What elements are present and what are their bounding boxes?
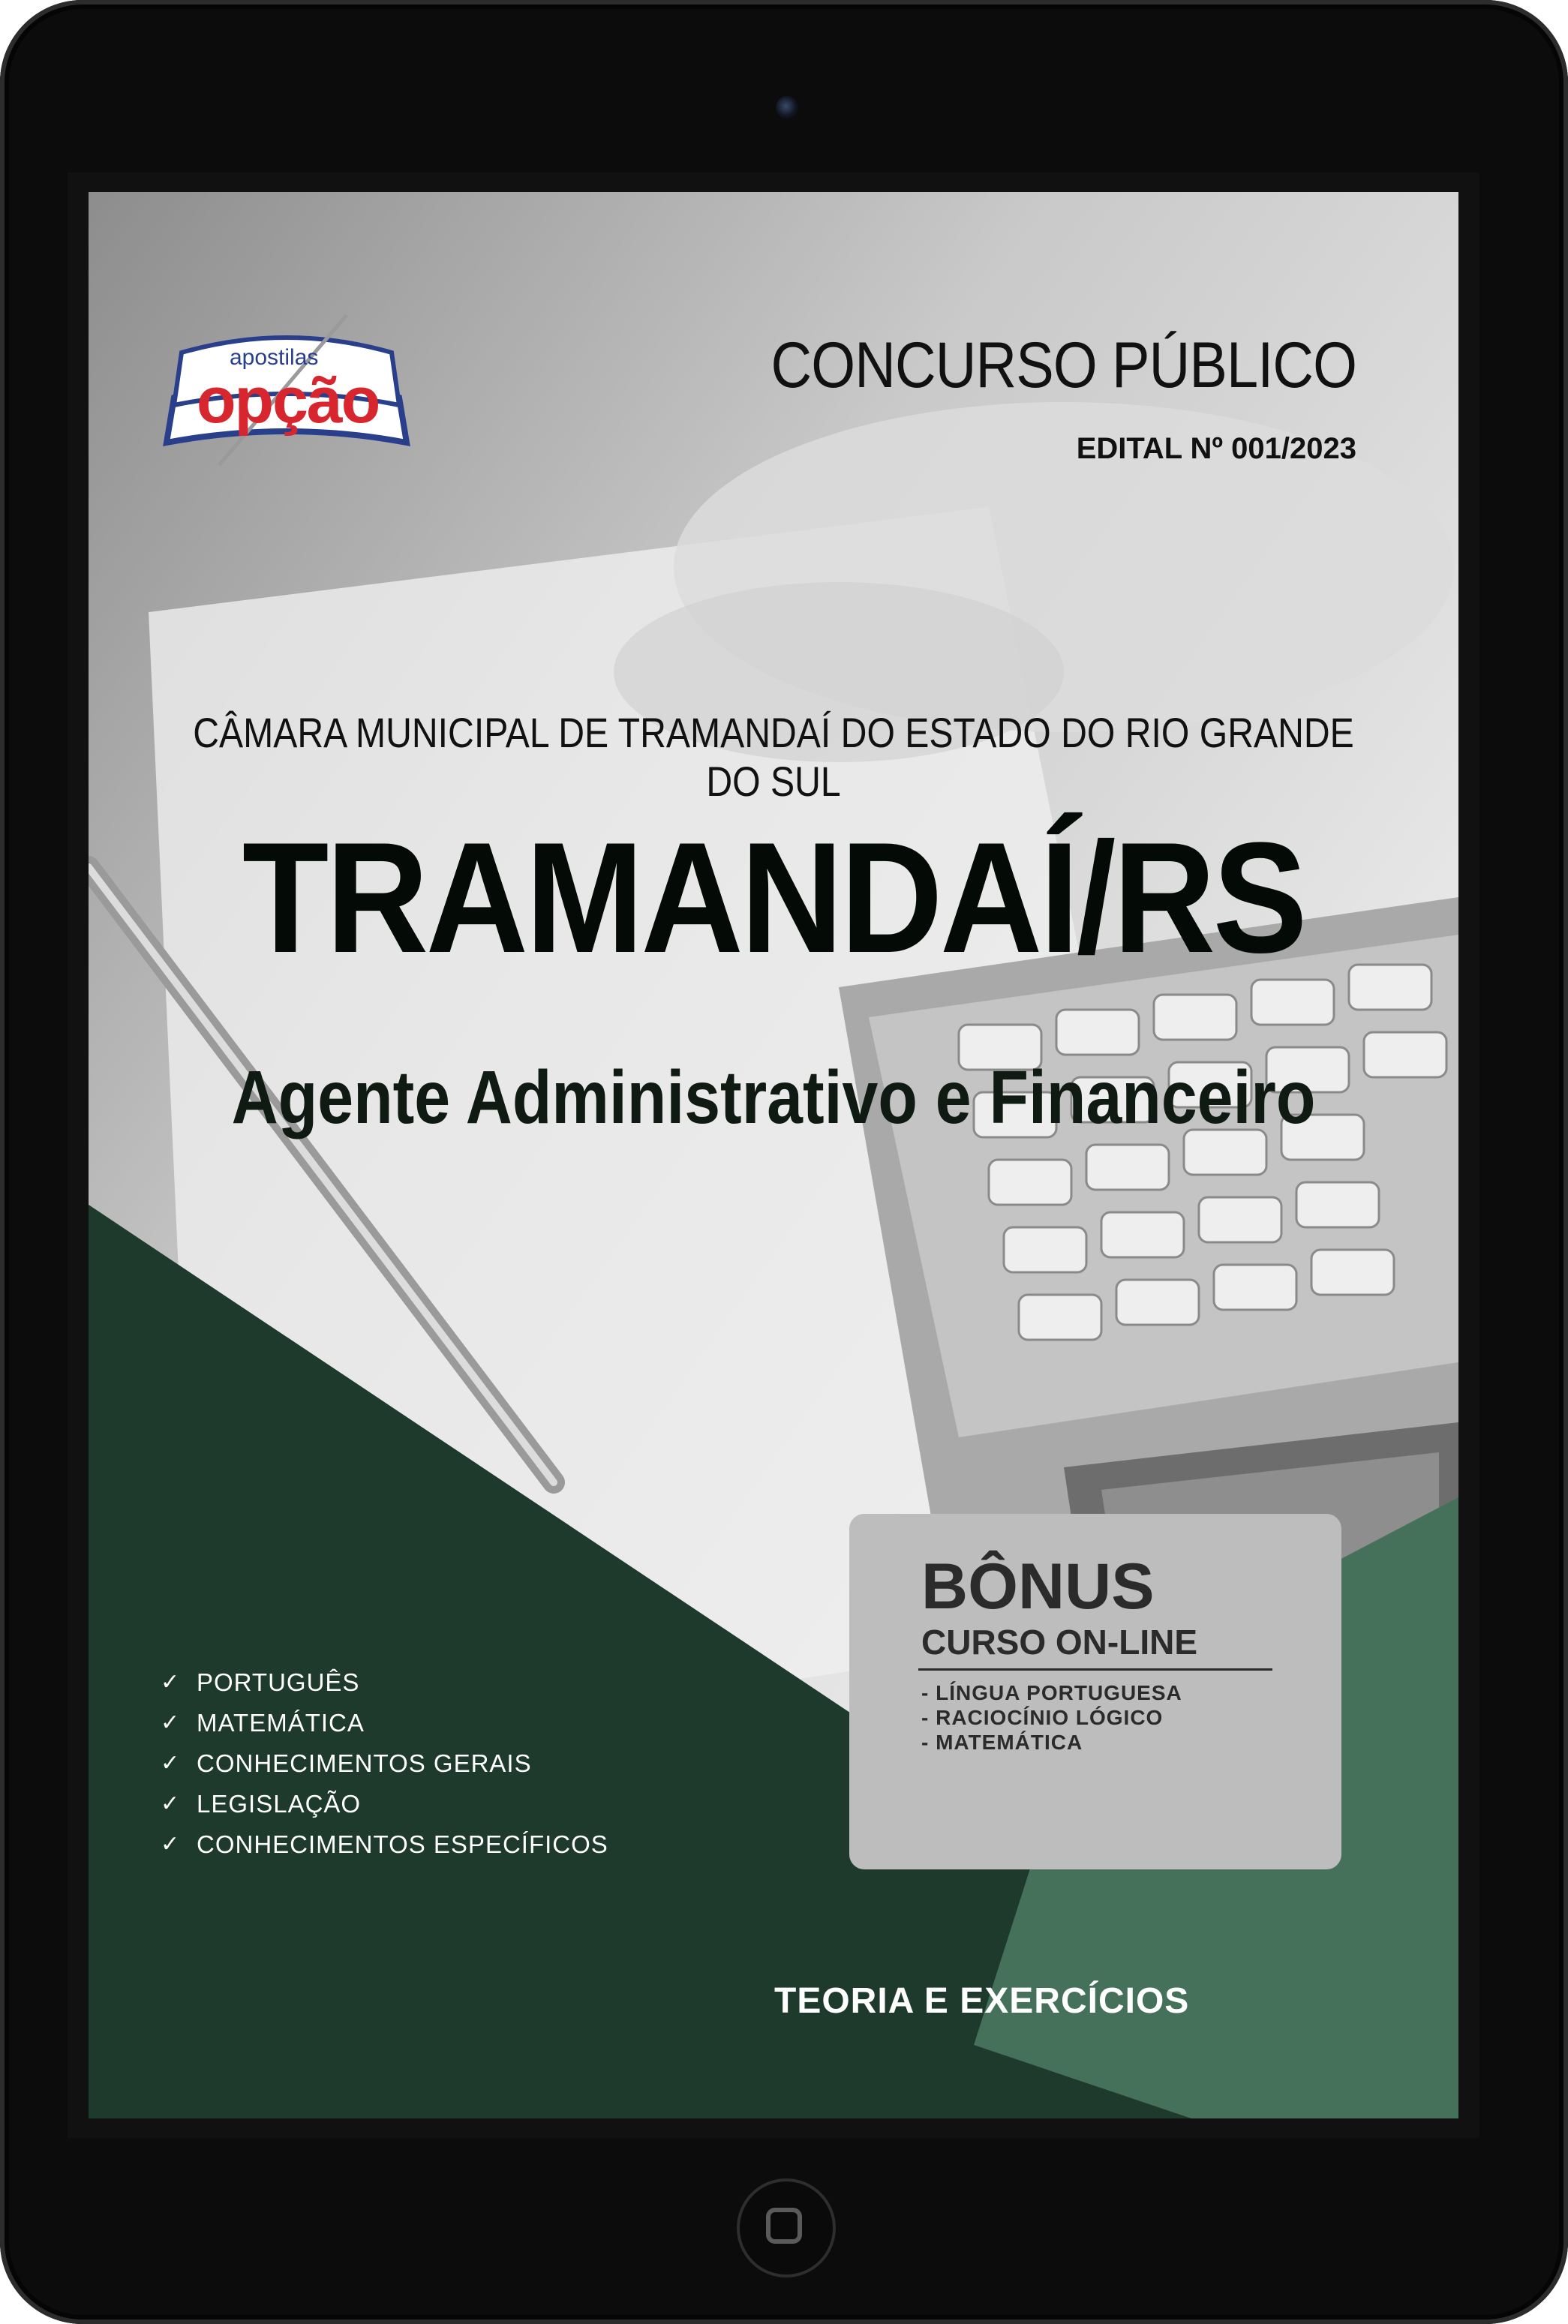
publisher-logo — [152, 293, 429, 480]
check-icon: ✓ — [161, 1751, 181, 1776]
screen — [68, 173, 1479, 2138]
bonus-item: - RACIOCÍNIO LÓGICO — [921, 1706, 1164, 1729]
check-icon: ✓ — [161, 1670, 181, 1695]
subject-item — [161, 1743, 608, 1784]
subject-label: CONHECIMENTOS ESPECÍFICOS — [197, 1830, 608, 1858]
subject-label: LEGISLAÇÃO — [197, 1790, 362, 1818]
subject-item — [161, 1662, 608, 1703]
subject-item — [161, 1824, 608, 1865]
logo-small-text: apostilas — [230, 345, 319, 370]
bonus-box — [849, 1514, 1341, 1869]
home-square-icon — [766, 2208, 802, 2244]
institution-name: CÂMARA MUNICIPAL DE TRAMANDAÍ DO ESTADO DO RIO GRANDE DO SUL — [193, 709, 1354, 805]
subject-label: PORTUGUÊS — [197, 1668, 360, 1696]
bonus-item: - MATEMÁTICA — [921, 1731, 1083, 1754]
check-icon: ✓ — [161, 1832, 181, 1857]
bonus-subtitle: CURSO ON-LINE — [921, 1623, 1197, 1662]
subject-item — [161, 1703, 608, 1743]
camera-icon — [776, 96, 798, 119]
check-icon: ✓ — [161, 1791, 181, 1816]
bonus-divider — [918, 1668, 1272, 1671]
book-cover — [89, 192, 1458, 2118]
city-title: TRAMANDAÍ/RS — [242, 809, 1305, 986]
bonus-list — [921, 1680, 1182, 1755]
subject-label: MATEMÁTICA — [197, 1709, 365, 1737]
subject-item — [161, 1784, 608, 1824]
footer-text: TEORIA E EXERCÍCIOS — [774, 1981, 1190, 2021]
logo-main-text: opção — [197, 365, 380, 437]
subject-label: CONHECIMENTOS GERAIS — [197, 1749, 532, 1777]
check-icon: ✓ — [161, 1710, 181, 1735]
role-title: Agente Administrativo e Financeiro — [231, 1055, 1316, 1139]
cover-title: CONCURSO PÚBLICO — [770, 329, 1356, 401]
bonus-item: - LÍNGUA PORTUGUESA — [921, 1681, 1182, 1704]
subjects-list — [161, 1662, 608, 1865]
bonus-title: BÔNUS — [921, 1551, 1155, 1623]
edital-number: EDITAL Nº 001/2023 — [1076, 432, 1356, 465]
